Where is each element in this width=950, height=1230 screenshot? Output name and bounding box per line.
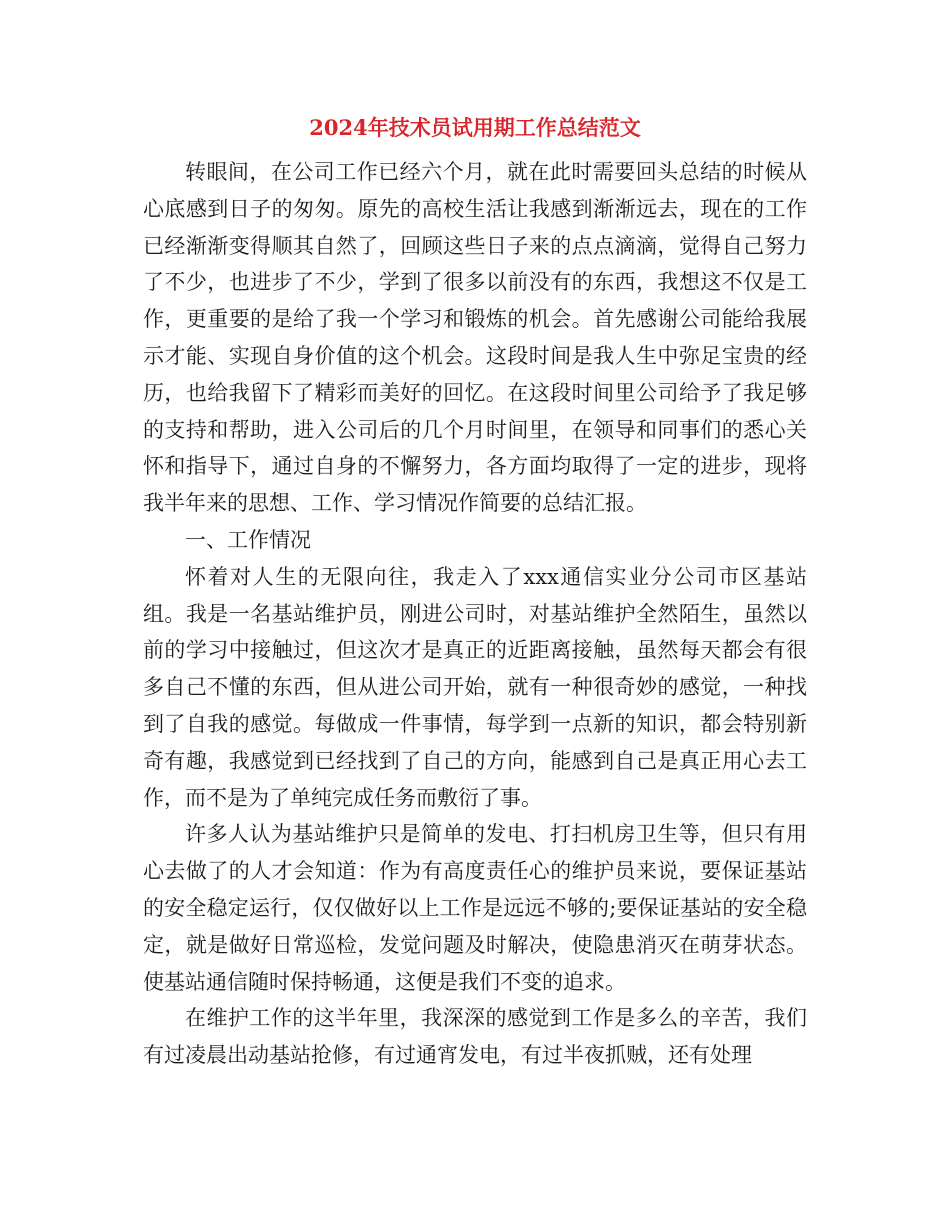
paragraph-intro: 转眼间，在公司工作已经六个月，就在此时需要回头总结的时候从心底感到日子的匆匆。原先的高校生活让我感到渐渐远去，现在的工作已经渐渐变得顺其自然了，回顾这些日子来的点点滴滴，觉得自己努力了不少，也进步了不少，学到了很多以前没有的东西，我想这不仅是工作，更重要的是给了我一个学习和锻炼的机会。首先感谢公司能给我展示才能、实现自身价值的这个机会。这段时间是我人生中弥足宝贵的经历，也给我留下了精彩而美好的回忆。在这段时间里公司给予了我足够的支持和帮助，进入公司后的几个月时间里，在领导和同事们的悉心关怀和指导下，通过自身的不懈努力，各方面均取得了一定的进步，现将我半年来的思想、工作、学习情况作简要的总结汇报。 xyxy=(143,160,807,516)
document-title: 2024年技术员试用期工作总结范文 xyxy=(309,115,641,140)
paragraph-work-1: 怀着对人生的无限向往，我走入了xxx通信实业分公司市区基站组。我是一名基站维护员，刚进公司时，对基站维护全然陌生，虽然以前的学习中接触过，但这次才是真正的近距离接触，虽然每天都会有很多自己不懂的东西，但从进公司开始，就有一种很奇妙的感觉，一种找到了自我的感觉。每做成一件事情，每学到一点新的知识，都会特别新奇有趣，我感觉到已经找到了自己的方向，能感到自己是真正用心去工作，而不是为了单纯完成任务而敷衍了事。 xyxy=(143,564,807,810)
document-body xyxy=(143,154,807,1074)
paragraph-work-2: 许多人认为基站维护只是简单的发电、打扫机房卫生等，但只有用心去做了的人才会知道：作为有高度责任心的维护员来说，要保证基站的安全稳定运行，仅仅做好以上工作是远远不够的;要保证基站的安全稳定，就是做好日常巡检，发觉问题及时解决，使隐患消灭在萌芽状态。使基站通信随时保持畅通，这便是我们不变的追求。 xyxy=(143,822,807,994)
section-heading-work: 一、工作情况 xyxy=(185,527,311,552)
paragraph-work-3: 在维护工作的这半年里，我深深的感觉到工作是多么的辛苦，我们有过凌晨出动基站抢修，有过通宵发电，有过半夜抓贼，还有处理 xyxy=(143,1006,807,1068)
